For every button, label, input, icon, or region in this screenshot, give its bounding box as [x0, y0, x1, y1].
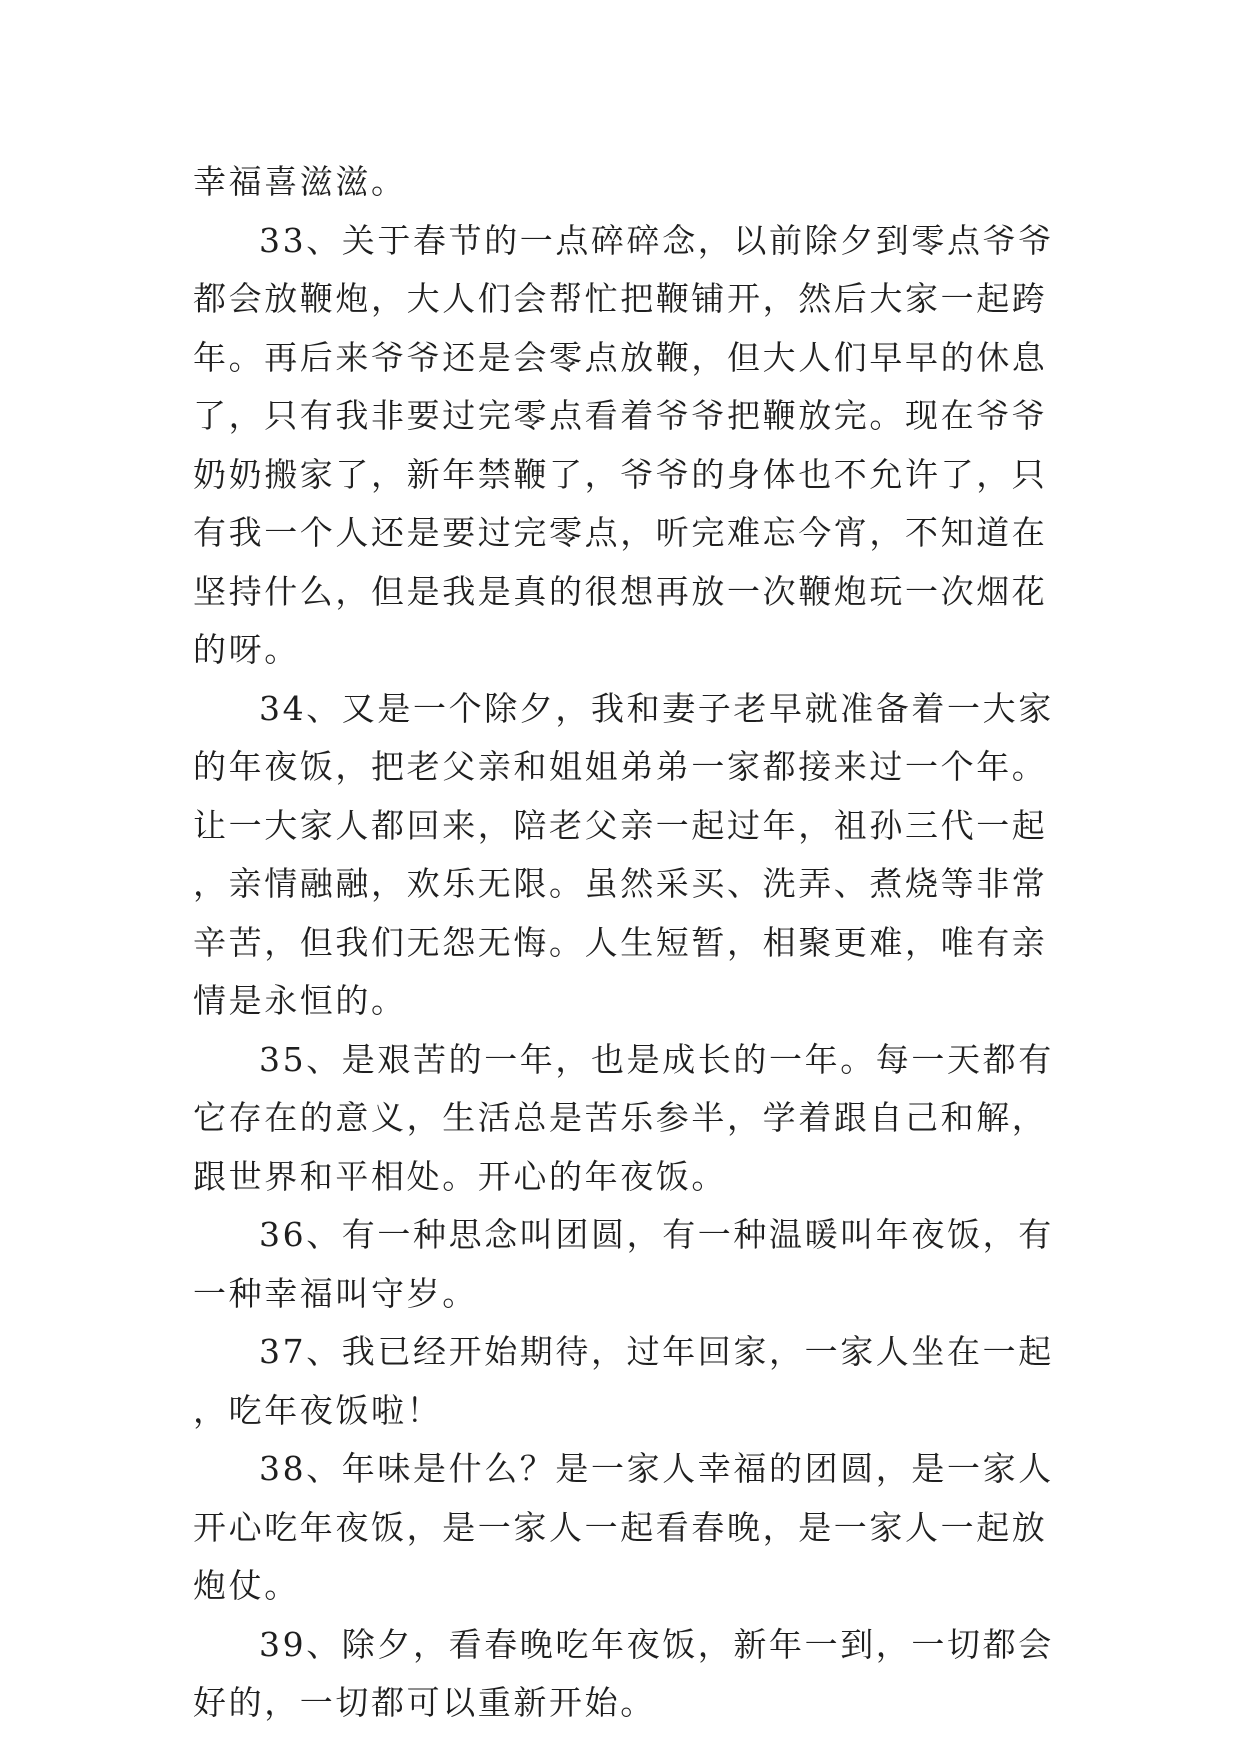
paragraph-35: 35、是艰苦的一年，也是成长的一年。每一天都有它存在的意义，生活总是苦乐参半，学着跟自己和解，跟世界和平相处。开心的年夜饭。 [193, 1039, 1054, 1196]
paragraph-37: 37、我已经开始期待，过年回家，一家人坐在一起，吃年夜饭啦！ [193, 1332, 1054, 1430]
paragraph-36: 36、有一种思念叫团圆，有一种温暖叫年夜饭，有一种幸福叫守岁。 [193, 1215, 1054, 1313]
paragraph-continuation: 幸福喜滋滋。 [193, 162, 407, 201]
document-body [193, 153, 1063, 1733]
paragraph-33: 33、关于春节的一点碎碎念，以前除夕到零点爷爷都会放鞭炮，大人们会帮忙把鞭铺开，然后大家一起跨年。再后来爷爷还是会零点放鞭，但大人们早早的休息了，只有我非要过完零点看着爷爷把鞭放完。现在爷爷奶奶搬家了，新年禁鞭了，爷爷的身体也不允许了，只有我一个人还是要过完零点，听完难忘今宵，不知道在坚持什么，但是我是真的很想再放一次鞭炮玩一次烟花的呀。 [193, 220, 1054, 669]
paragraph-39: 39、除夕，看春晚吃年夜饭，新年一到，一切都会好的，一切都可以重新开始。 [193, 1624, 1054, 1722]
paragraph-38: 38、年味是什么？是一家人幸福的团圆，是一家人开心吃年夜饭，是一家人一起看春晚，是一家人一起放炮仗。 [193, 1449, 1054, 1605]
paragraph-34: 34、又是一个除夕，我和妻子老早就准备着一大家的年夜饭，把老父亲和姐姐弟弟一家都接来过一个年。让一大家人都回来，陪老父亲一起过年，祖孙三代一起，亲情融融，欢乐无限。虽然采买、洗弄、煮烧等非常辛苦，但我们无怨无悔。人生短暂，相聚更难，唯有亲情是永恒的。 [193, 688, 1054, 1020]
